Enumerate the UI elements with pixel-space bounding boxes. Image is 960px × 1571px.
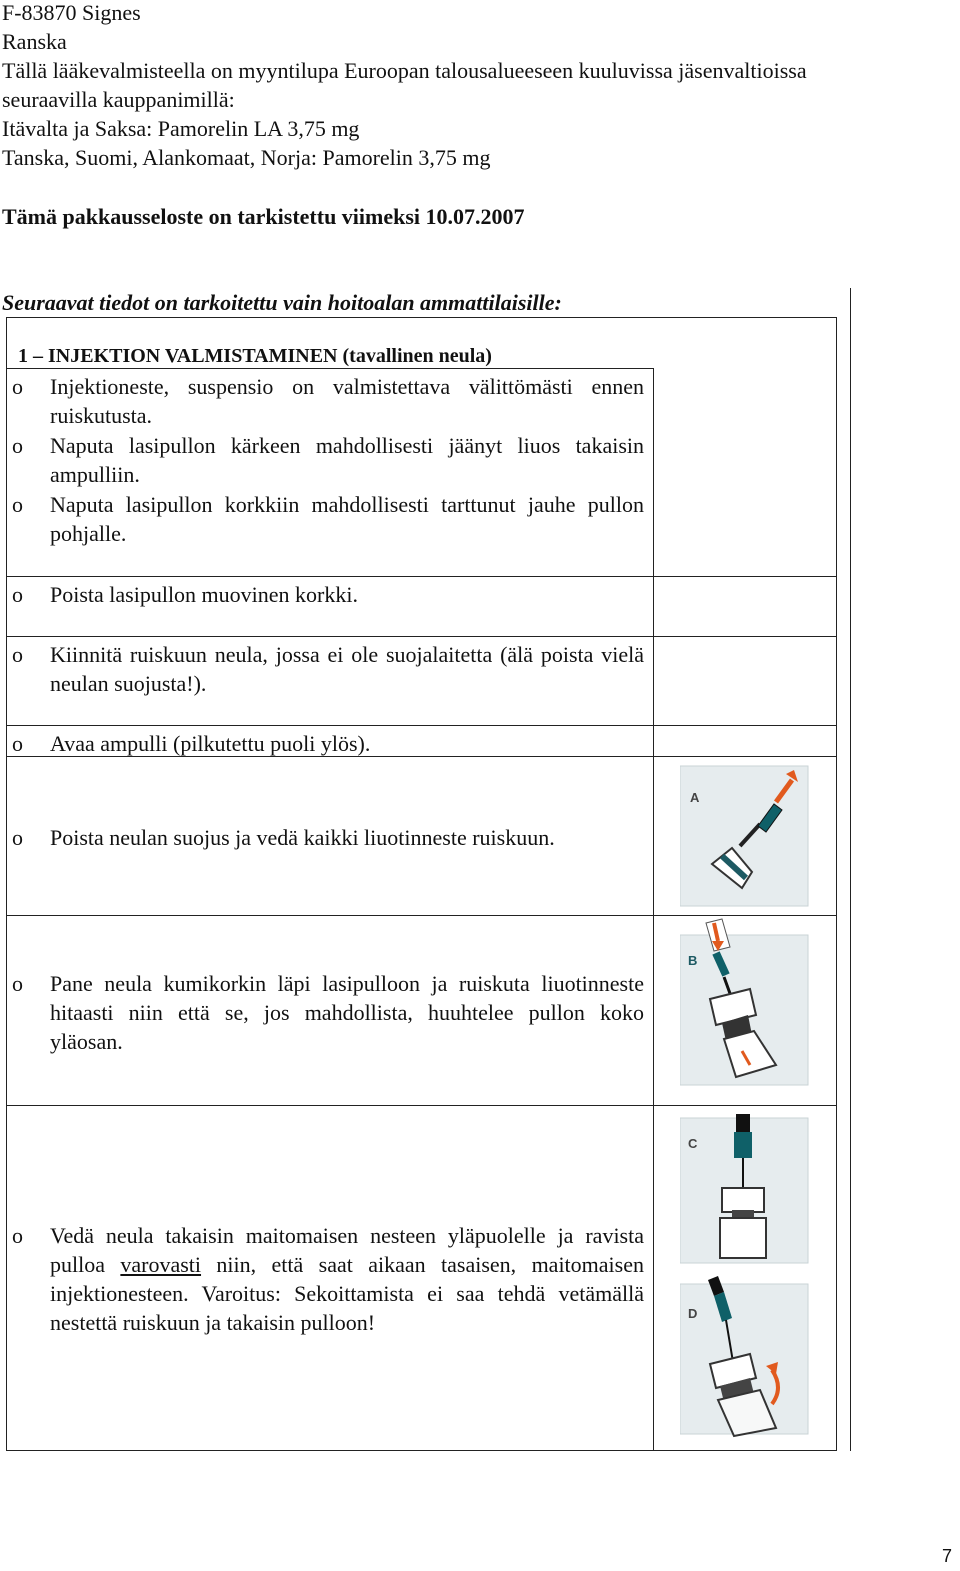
step-6 — [12, 969, 644, 1056]
figure-a-syringe-ampoule — [680, 760, 830, 910]
step-7-post: niin, että saat aikaan tasaisen, maitomaisen injektionesteen. Varoitus: Sekoittamista ei saa tehdä vetämällä nestettä ruiskuun ja takaisin pulloon! — [50, 1252, 644, 1335]
step-text: Poista neulan suojus ja vedä kaikki liuotinneste ruiskuun. — [50, 825, 555, 850]
step-text: Kiinnitä ruiskuun neula, jossa ei ole suojalaitetta (älä poista vielä neulan suojusta!). — [50, 642, 644, 696]
figure-label-b: B — [688, 953, 698, 968]
header-line-2: Ranska — [2, 29, 67, 54]
bullet: o — [12, 433, 23, 458]
revision-date: Tämä pakkausseloste on tarkistettu viimeksi 10.07.2007 — [2, 204, 525, 229]
step-1a — [12, 372, 644, 430]
bullet: o — [12, 971, 23, 996]
header-line-5: Itävalta ja Saksa: Pamorelin LA 3,75 mg — [2, 116, 360, 141]
step-text: Poista lasipullon muovinen korkki. — [50, 582, 358, 607]
bullet: o — [12, 825, 23, 850]
page-number: 7 — [941, 1546, 952, 1566]
step-text: Injektioneste, suspensio on valmistettava välittömästi ennen ruiskutusta. — [50, 374, 644, 428]
bullet: o — [12, 731, 23, 756]
bullet: o — [12, 642, 23, 667]
section-title-paren: (tavallinen neula) — [342, 345, 492, 367]
professional-note: Seuraavat tiedot on tarkoitettu vain hoitoalan ammattilaisille: — [2, 290, 562, 315]
step-1c — [12, 490, 644, 548]
step-7-underlined: varovasti — [120, 1252, 202, 1277]
header-line-1: F-83870 Signes — [2, 0, 141, 25]
step-text: Pane neula kumikorkin läpi lasipulloon ja ruiskuta liuotinneste hitaasti niin että se, jos mahdollista, huuhtelee pullon koko yläosan. — [50, 971, 644, 1054]
step-1b — [12, 431, 644, 489]
bullet: o — [12, 1223, 23, 1248]
figure-d-shake-vial — [680, 1270, 830, 1440]
bullet: o — [12, 582, 23, 607]
section-title — [18, 342, 492, 371]
header-line-3: Tällä lääkevalmisteella on myyntilupa Euroopan talousalueeseen kuuluvissa jäsenvaltioissa — [2, 58, 807, 83]
section-title-main: 1 – INJEKTION VALMISTAMINEN — [18, 345, 338, 367]
bullet: o — [12, 374, 23, 399]
step-text: Naputa lasipullon kärkeen mahdollisesti jäänyt liuos takaisin ampulliin. — [50, 433, 644, 487]
step-2 — [12, 580, 644, 609]
step-5 — [12, 823, 644, 852]
step-7 — [12, 1221, 644, 1337]
figure-label-d: D — [688, 1306, 698, 1321]
figure-label-a: A — [690, 790, 700, 805]
header-line-4: seuraavilla kauppanimillä: — [2, 87, 235, 112]
step-7-pre: Vedä neula takaisin maitomaisen nesteen yläpuolelle ja ravista pulloa — [50, 1223, 644, 1277]
figure-b-needle-into-vial — [680, 915, 830, 1095]
step-text: Avaa ampulli (pilkutettu puoli ylös). — [50, 731, 371, 756]
bullet: o — [12, 492, 23, 517]
step-text — [50, 1221, 644, 1337]
step-3 — [12, 640, 644, 698]
header-line-6: Tanska, Suomi, Alankomaat, Norja: Pamorelin 3,75 mg — [2, 145, 491, 170]
step-text: Naputa lasipullon korkkiin mahdollisesti tarttunut jauhe pullon pohjalle. — [50, 492, 644, 546]
step-4 — [12, 729, 644, 758]
figure-c-vial-needle-up — [680, 1108, 830, 1268]
figure-label-c: C — [688, 1136, 698, 1151]
